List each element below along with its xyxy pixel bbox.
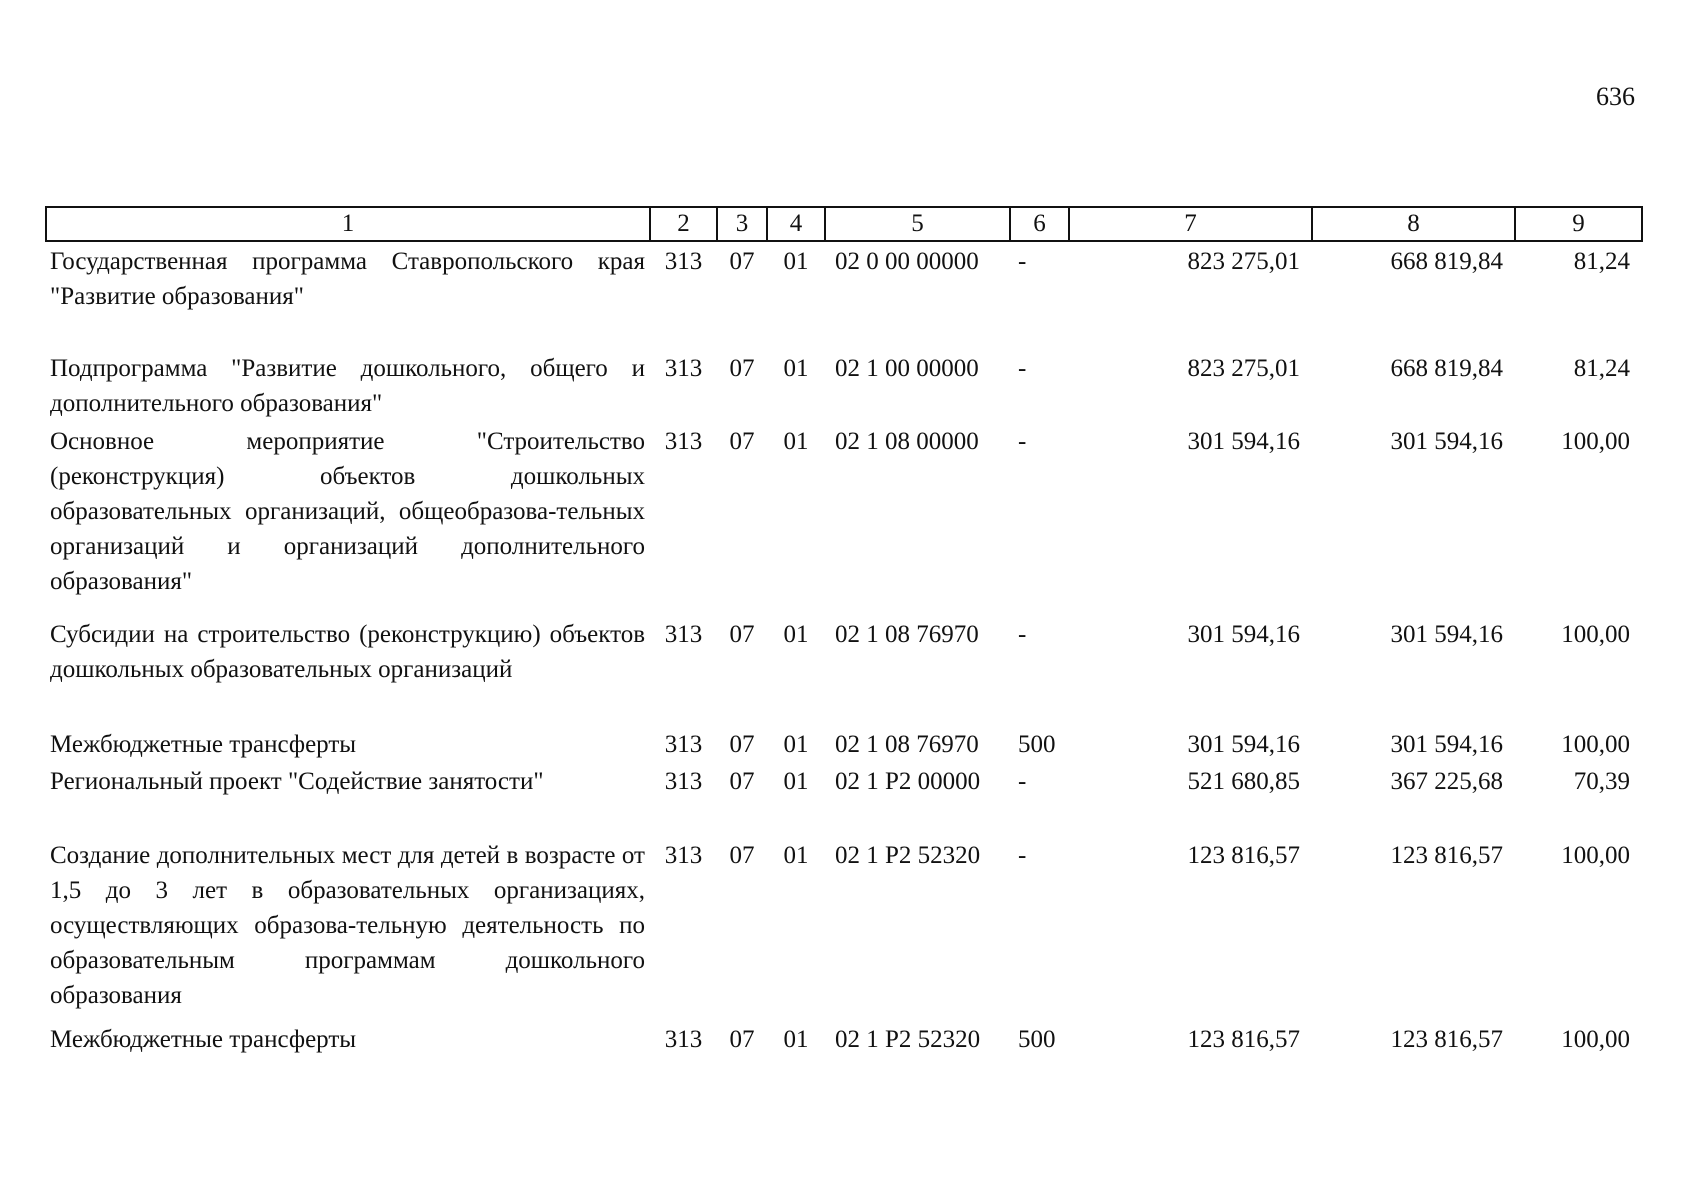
row-execution-percent: 70,39 xyxy=(1573,768,1630,795)
table-row xyxy=(46,617,1642,727)
row-planned-amount: 823 275,01 xyxy=(1187,248,1300,275)
row-section-code: 07 xyxy=(729,355,755,382)
row-subsection-code: 01 xyxy=(783,355,809,382)
page-number: 636 xyxy=(1596,82,1635,111)
row-subsection-code: 01 xyxy=(783,248,809,275)
row-subsection-code: 01 xyxy=(783,428,809,455)
row-name: Межбюджетные трансферты xyxy=(50,731,357,758)
row-planned-amount: 301 594,16 xyxy=(1187,428,1300,455)
column-header-7: 7 xyxy=(1069,207,1312,241)
row-ministry-code: 313 xyxy=(664,428,703,455)
row-executed-amount: 123 816,57 xyxy=(1390,842,1503,869)
row-executed-amount: 668 819,84 xyxy=(1390,248,1503,275)
row-ministry-code: 313 xyxy=(664,355,703,382)
row-expense-type: 500 xyxy=(1018,1026,1056,1053)
column-header-5: 5 xyxy=(825,207,1010,241)
row-ministry-code: 313 xyxy=(664,248,703,275)
budget-table xyxy=(45,206,1643,1062)
row-planned-amount: 521 680,85 xyxy=(1187,768,1300,795)
row-execution-percent: 100,00 xyxy=(1561,428,1630,455)
row-expense-type: 500 xyxy=(1018,731,1056,758)
row-execution-percent: 81,24 xyxy=(1573,248,1630,275)
row-executed-amount: 123 816,57 xyxy=(1390,1026,1503,1053)
row-subsection-code: 01 xyxy=(783,768,809,795)
row-ministry-code: 313 xyxy=(664,731,703,758)
row-target-article: 02 1 08 76970 xyxy=(835,621,979,648)
table-row xyxy=(46,727,1642,764)
row-ministry-code: 313 xyxy=(664,842,703,869)
column-header-9: 9 xyxy=(1515,207,1642,241)
row-target-article: 02 1 08 00000 xyxy=(835,428,979,455)
row-execution-percent: 100,00 xyxy=(1561,842,1630,869)
row-expense-type: - xyxy=(1018,768,1027,795)
row-name: Субсидии на строительство (реконструкцию) объектов дошкольных образовательных организаций xyxy=(50,621,645,683)
table-row xyxy=(46,351,1642,424)
row-ministry-code: 313 xyxy=(664,621,703,648)
row-planned-amount: 123 816,57 xyxy=(1187,1026,1300,1053)
row-section-code: 07 xyxy=(729,428,755,455)
row-section-code: 07 xyxy=(729,768,755,795)
row-name: Создание дополнительных мест для детей в возрасте от 1,5 до 3 лет в образовательных организациях, осуществляющих образова-тельную деятельность по образовательным программам дошкольного образования xyxy=(50,842,645,1009)
table-row xyxy=(46,764,1642,838)
row-name: Подпрограмма "Развитие дошкольного, общего и дополнительного образования" xyxy=(50,355,645,417)
row-section-code: 07 xyxy=(729,731,755,758)
row-target-article: 02 0 00 00000 xyxy=(835,248,979,275)
row-ministry-code: 313 xyxy=(664,768,703,795)
column-header-3: 3 xyxy=(717,207,767,241)
row-section-code: 07 xyxy=(729,248,755,275)
column-header-8: 8 xyxy=(1312,207,1515,241)
row-name: Межбюджетные трансферты xyxy=(50,1026,357,1053)
row-execution-percent: 100,00 xyxy=(1561,621,1630,648)
row-executed-amount: 367 225,68 xyxy=(1390,768,1503,795)
row-executed-amount: 301 594,16 xyxy=(1390,731,1503,758)
row-execution-percent: 100,00 xyxy=(1561,1026,1630,1053)
row-expense-type: - xyxy=(1018,842,1027,869)
table-row xyxy=(46,1022,1642,1062)
row-planned-amount: 301 594,16 xyxy=(1187,731,1300,758)
row-executed-amount: 668 819,84 xyxy=(1390,355,1503,382)
row-section-code: 07 xyxy=(729,842,755,869)
row-expense-type: - xyxy=(1018,355,1027,382)
row-target-article: 02 1 P2 52320 xyxy=(835,1026,981,1053)
table-row xyxy=(46,241,1642,351)
row-target-article: 02 1 P2 52320 xyxy=(835,842,981,869)
row-executed-amount: 301 594,16 xyxy=(1390,621,1503,648)
row-executed-amount: 301 594,16 xyxy=(1390,428,1503,455)
row-subsection-code: 01 xyxy=(783,842,809,869)
row-planned-amount: 301 594,16 xyxy=(1187,621,1300,648)
row-name: Основное мероприятие "Строительство (реконструкция) объектов дошкольных образовательных организаций, общеобразова-тельных организаций и организаций дополнительного образования" xyxy=(50,428,645,595)
row-expense-type: - xyxy=(1018,621,1027,648)
row-section-code: 07 xyxy=(729,621,755,648)
column-header-6: 6 xyxy=(1010,207,1069,241)
row-target-article: 02 1 08 76970 xyxy=(835,731,979,758)
row-planned-amount: 123 816,57 xyxy=(1187,842,1300,869)
row-execution-percent: 81,24 xyxy=(1573,355,1630,382)
row-subsection-code: 01 xyxy=(783,1026,809,1053)
row-expense-type: - xyxy=(1018,248,1027,275)
row-execution-percent: 100,00 xyxy=(1561,731,1630,758)
table-row xyxy=(46,424,1642,617)
row-subsection-code: 01 xyxy=(783,621,809,648)
row-subsection-code: 01 xyxy=(783,731,809,758)
table-header-row xyxy=(46,207,1642,241)
row-section-code: 07 xyxy=(729,1026,755,1053)
row-ministry-code: 313 xyxy=(664,1026,703,1053)
row-planned-amount: 823 275,01 xyxy=(1187,355,1300,382)
column-header-2: 2 xyxy=(650,207,717,241)
row-expense-type: - xyxy=(1018,428,1027,455)
row-target-article: 02 1 00 00000 xyxy=(835,355,979,382)
row-name: Государственная программа Ставропольского края "Развитие образования" xyxy=(50,248,645,310)
table-row xyxy=(46,838,1642,1022)
column-header-1: 1 xyxy=(46,207,650,241)
row-name: Региональный проект "Содействие занятости" xyxy=(50,768,544,795)
column-header-4: 4 xyxy=(767,207,825,241)
row-target-article: 02 1 P2 00000 xyxy=(835,768,981,795)
